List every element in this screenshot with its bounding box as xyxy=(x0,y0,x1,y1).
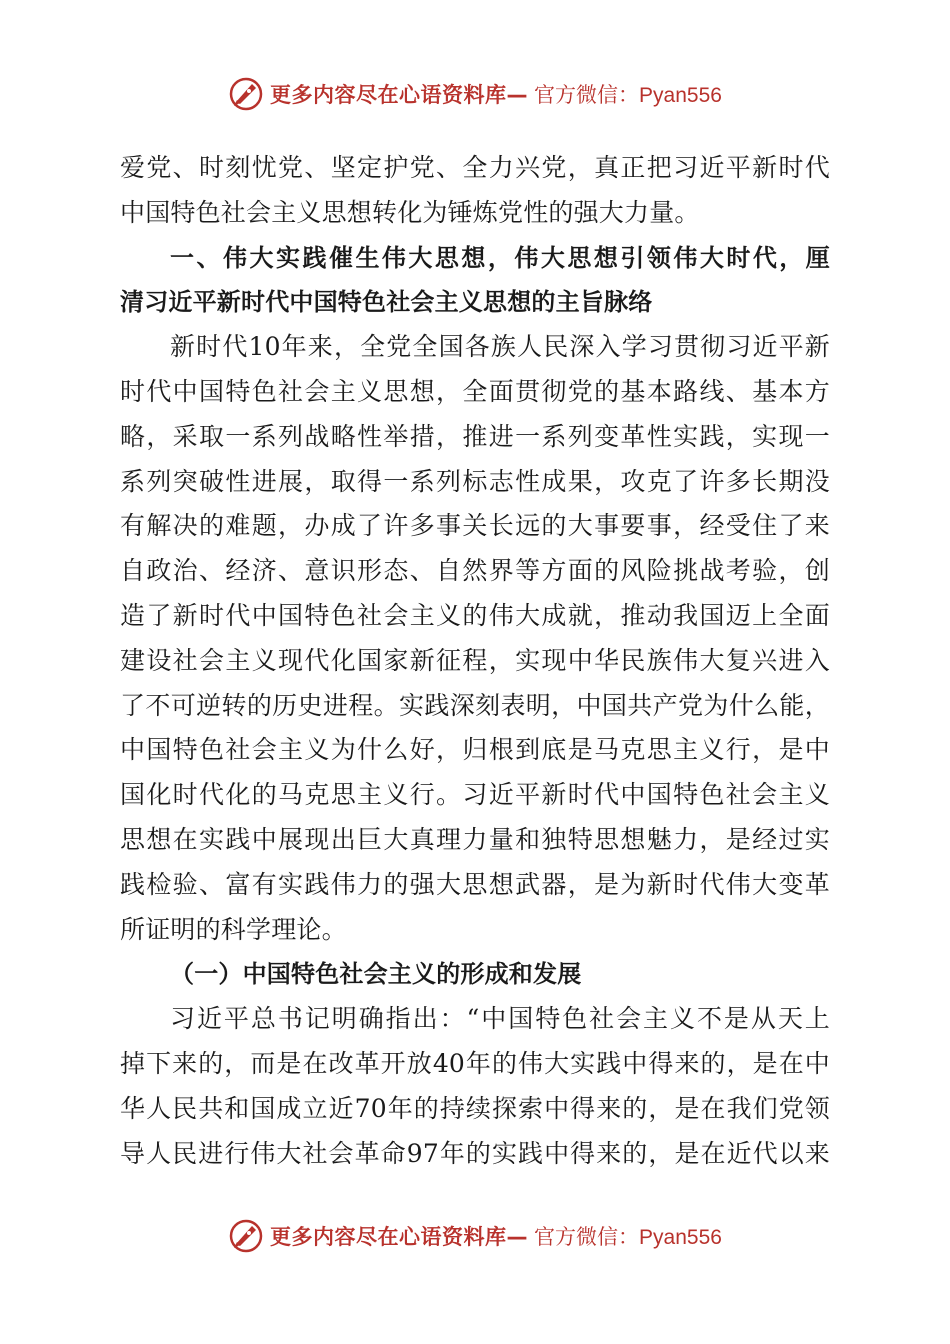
text-line: 导人民进行伟大社会革命97年的实践中得来的，是在近代以来 xyxy=(120,1138,830,1168)
document-body xyxy=(120,146,830,1176)
text-line: 自政治、经济、意识形态、自然界等方面的风险挑战考验，创 xyxy=(120,556,830,586)
text-line: 系列突破性进展，取得一系列标志性成果，攻克了许多长期没 xyxy=(120,466,830,496)
text-line: 爱党、时刻忧党、坚定护党、全力兴党，真正把习近平新时代 xyxy=(120,153,830,182)
text-line: 造了新时代中国特色社会主义的伟大成就，推动我国迈上全面 xyxy=(120,600,830,630)
pen-nib-logo-icon xyxy=(228,76,264,112)
text-line: 掉下来的，而是在改革开放40年的伟大实践中得来的，是在中 xyxy=(120,1048,830,1078)
subsection-heading: （一）中国特色社会主义的形成和发展 xyxy=(170,960,582,989)
text-line: 新时代10年来，全党全国各族人民深入学习贯彻习近平新 xyxy=(170,332,830,362)
text-line: 时代中国特色社会主义思想，全面贯彻党的基本路线、基本方 xyxy=(120,376,830,406)
text-line: 践检验、富有实践伟力的强大思想武器，是为新时代伟大变革 xyxy=(120,869,830,899)
text-line: 了不可逆转的历史进程。实践深刻表明，中国共产党为什么能， xyxy=(120,690,830,720)
watermark-text: 更多内容尽在心语资料库— xyxy=(270,1225,529,1249)
text-line: 略，采取一系列战略性举措，推进一系列变革性实践，实现一 xyxy=(120,421,830,451)
text-line: 有解决的难题，办成了许多事关长远的大事要事，经受住了来 xyxy=(120,511,830,541)
text-line: 华人民共和国成立近70年的持续探索中得来的，是在我们党领 xyxy=(120,1093,830,1123)
text-line: 习近平总书记明确指出：“中国特色社会主义不是从天上 xyxy=(170,1004,830,1034)
section-heading: 清习近平新时代中国特色社会主义思想的主旨脉络 xyxy=(120,288,653,317)
text-line: 建设社会主义现代化国家新征程，实现中华民族伟大复兴进入 xyxy=(120,645,830,675)
watermark-contact: 官方微信：Pyan556 xyxy=(534,84,722,107)
text-line: 中国特色社会主义思想转化为锤炼党性的强大力量。 xyxy=(120,197,700,227)
watermark-contact: 官方微信：Pyan556 xyxy=(534,1226,722,1249)
section-heading: 一、伟大实践催生伟大思想，伟大思想引领伟大时代，厘 xyxy=(170,243,830,272)
text-line: 思想在实践中展现出巨大真理力量和独特思想魅力，是经过实 xyxy=(120,824,830,854)
watermark-header xyxy=(0,72,950,116)
text-line: 所证明的科学理论。 xyxy=(120,914,347,944)
text-line: 国化时代化的马克思主义行。习近平新时代中国特色社会主义 xyxy=(120,780,830,810)
watermark-text: 更多内容尽在心语资料库— xyxy=(270,83,529,107)
text-line: 中国特色社会主义为什么好，归根到底是马克思主义行，是中 xyxy=(120,735,830,765)
pen-nib-logo-icon xyxy=(228,1218,264,1254)
watermark-footer xyxy=(0,1214,950,1258)
